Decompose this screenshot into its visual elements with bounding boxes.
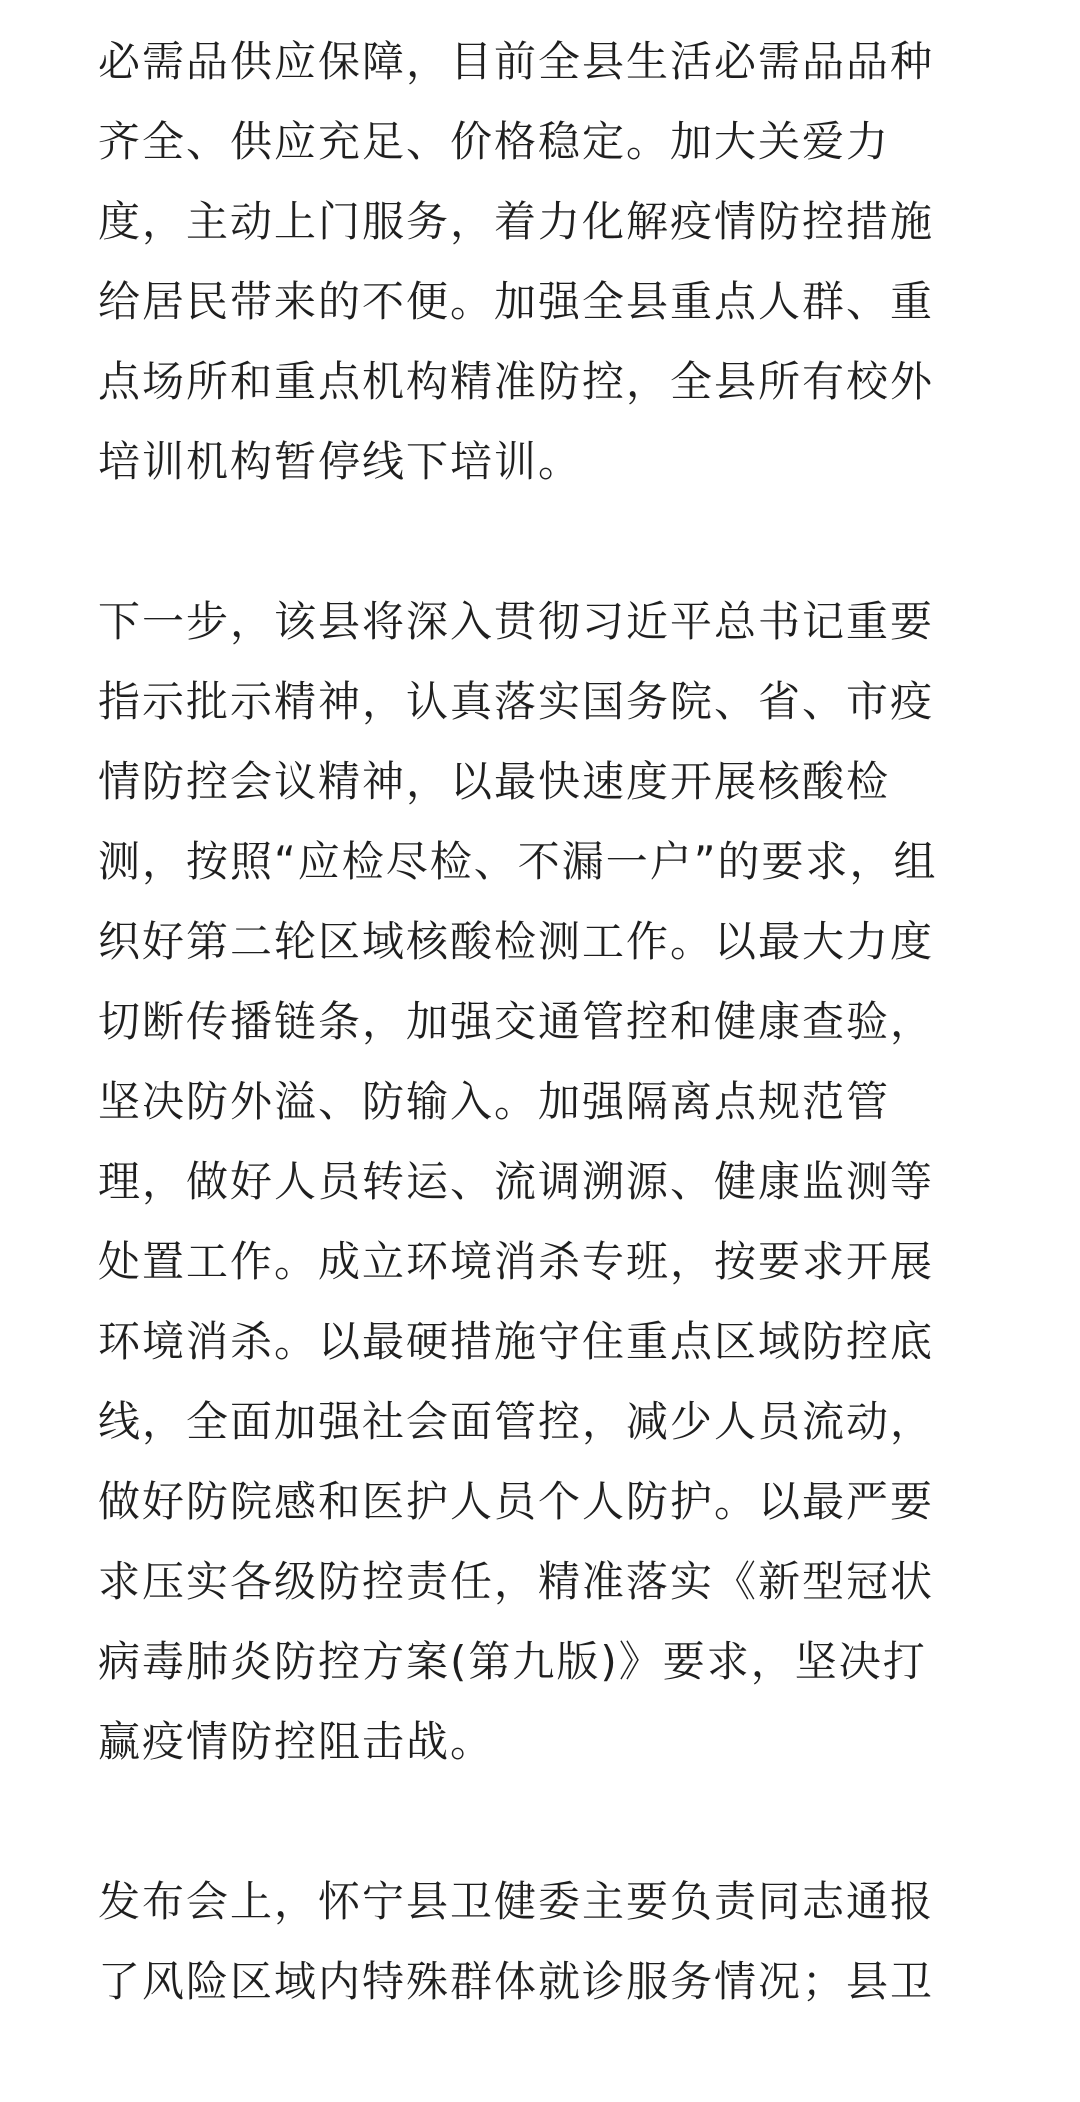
paragraph-press-conference — [98, 1862, 982, 2022]
text-line: 发布会上，怀宁县卫健委主要负责同志通报 — [98, 1877, 935, 1926]
text-line: 培训机构暂停线下培训。 — [98, 437, 583, 486]
text-line: 做好防院感和医护人员个人防护。以最严要 — [98, 1477, 935, 1526]
text-line: 处置工作。成立环境消杀专班，按要求开展 — [98, 1237, 935, 1286]
text-line: 赢疫情防控阻击战。 — [98, 1717, 495, 1766]
text-line: 给居民带来的不便。加强全县重点人群、重 — [98, 277, 935, 326]
text-line: 病毒肺炎防控方案(第九版)》要求，坚决打 — [98, 1637, 927, 1686]
text-line: 情防控会议精神，以最快速度开展核酸检 — [98, 757, 891, 806]
text-line: 环境消杀。以最硬措施守住重点区域防控底 — [98, 1317, 935, 1366]
text-line: 下一步，该县将深入贯彻习近平总书记重要 — [98, 597, 935, 646]
text-line: 织好第二轮区域核酸检测工作。以最大力度 — [98, 917, 935, 966]
paragraph-next-steps — [98, 582, 982, 1782]
text-line: 切断传播链条，加强交通管控和健康查验， — [98, 997, 935, 1046]
text-line: 必需品供应保障，目前全县生活必需品品种 — [98, 37, 935, 86]
text-line: 求压实各级防控责任，精准落实《新型冠状 — [98, 1557, 935, 1606]
text-line: 坚决防外溢、防输入。加强隔离点规范管 — [98, 1077, 891, 1126]
text-line: 线，全面加强社会面管控，减少人员流动， — [98, 1397, 935, 1446]
text-line: 指示批示精神，认真落实国务院、省、市疫 — [98, 677, 935, 726]
article-body — [98, 22, 982, 2102]
paragraph-supply — [98, 22, 982, 502]
text-line: 齐全、供应充足、价格稳定。加大关爱力 — [98, 117, 891, 166]
text-line: 了风险区域内特殊群体就诊服务情况；县卫 — [98, 1957, 935, 2006]
text-line: 点场所和重点机构精准防控，全县所有校外 — [98, 357, 935, 406]
text-line: 理，做好人员转运、流调溯源、健康监测等 — [98, 1157, 935, 1206]
text-line: 度，主动上门服务，着力化解疫情防控措施 — [98, 197, 935, 246]
text-line: 测，按照“应检尽检、不漏一户”的要求，组 — [98, 837, 938, 886]
